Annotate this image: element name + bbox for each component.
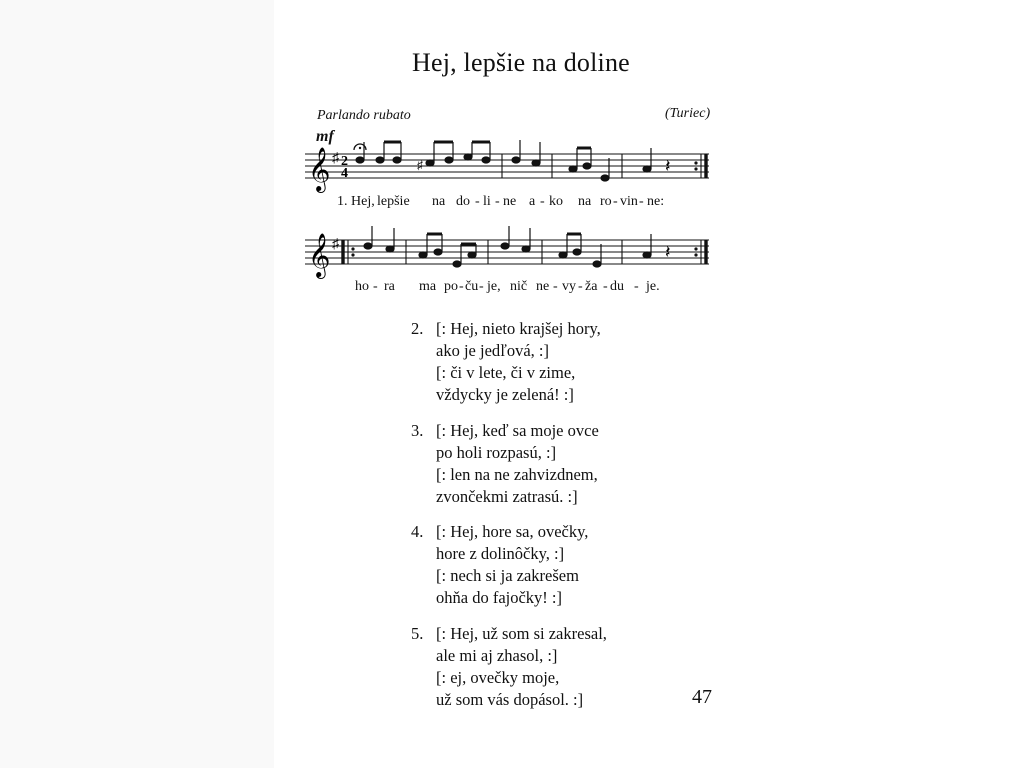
- lyric-hyphen: -: [373, 279, 378, 294]
- verse-line: ale mi aj zhasol, :]: [436, 646, 558, 665]
- lyric-hyphen: -: [475, 194, 480, 209]
- page-number: 47: [692, 686, 712, 708]
- lyric-syllable: ne: [536, 279, 550, 294]
- lyric-syllable: vin: [620, 194, 638, 209]
- svg-text:2: 2: [341, 154, 348, 169]
- verse-line: [: nech si ja zakrešem: [436, 566, 579, 585]
- lyric-hyphen: -: [613, 194, 618, 209]
- verse-line: po holi rozpasú, :]: [436, 443, 557, 462]
- key-signature-sharp: ♯: [332, 237, 339, 252]
- verse-4: [411, 521, 588, 609]
- lyric-syllable: vy: [562, 279, 576, 294]
- verse-line: [: či v lete, či v zime,: [436, 363, 576, 382]
- lyric-hyphen: -: [540, 194, 545, 209]
- lyric-syllable: nič: [510, 279, 528, 294]
- lyric-hyphen: -: [479, 279, 484, 294]
- lyric-hyphen: -: [553, 279, 558, 294]
- dynamic-marking: mf: [316, 128, 334, 145]
- verse-line: [: Hej, už som si zakresal,: [436, 624, 607, 643]
- lyric-syllable: ma: [419, 279, 437, 294]
- treble-clef-icon: 𝄞: [308, 147, 331, 191]
- lyric-syllable: ko: [549, 194, 563, 209]
- verse-number: 3.: [411, 421, 424, 440]
- verse-line: [: Hej, nieto krajšej hory,: [436, 319, 601, 338]
- lyric-syllable: ra: [384, 279, 395, 294]
- lyric-syllable: ču: [465, 279, 479, 294]
- treble-clef-icon: 𝄞: [308, 233, 331, 277]
- lyric-syllable: du: [610, 279, 624, 294]
- region-label: (Turiec): [665, 106, 711, 121]
- verse-line: ohňa do fajočky! :]: [436, 588, 562, 607]
- verse-line: [: len na ne zahvizdnem,: [436, 465, 598, 484]
- lyric-syllable: po: [444, 279, 458, 294]
- lyric-syllable: do: [456, 194, 470, 209]
- key-signature-sharp: ♯: [332, 151, 339, 166]
- verse-line: ako je jedľová, :]: [436, 341, 549, 360]
- verse-number: 4.: [411, 522, 424, 541]
- lyric-syllable: na: [432, 194, 446, 209]
- rest-icon: 𝄽: [665, 242, 671, 262]
- music-staff-2: [305, 228, 715, 278]
- left-margin: [0, 0, 274, 768]
- lyric-hyphen: -: [578, 279, 583, 294]
- svg-text:♯: ♯: [417, 158, 423, 172]
- lyric-hyphen: -: [495, 194, 500, 209]
- verse-line: hore z dolinôčky, :]: [436, 544, 565, 563]
- music-staff-1: [305, 142, 715, 192]
- lyric-hyphen: -: [634, 279, 639, 294]
- lyric-syllable: ro: [600, 194, 612, 209]
- lyric-syllable: a: [529, 194, 536, 209]
- verse-line: [: Hej, keď sa moje ovce: [436, 421, 599, 440]
- lyric-hyphen: -: [639, 194, 644, 209]
- verse-line: [: ej, ovečky moje,: [436, 668, 560, 687]
- verse-5: [411, 623, 607, 711]
- verse-number: 2.: [411, 319, 424, 338]
- lyric-syllable: lepšie: [377, 194, 410, 209]
- song-title: Hej, lepšie na doline: [412, 48, 630, 77]
- verse-line: [: Hej, hore sa, ovečky,: [436, 522, 589, 541]
- verse-line: už som vás dopásol. :]: [436, 690, 584, 709]
- lyric-syllable: je.: [646, 279, 660, 294]
- verse-line: vždycky je zelená! :]: [436, 385, 574, 404]
- verse-2: [411, 318, 601, 406]
- lyric-syllable: je,: [487, 279, 501, 294]
- lyric-syllable: ža: [585, 279, 598, 294]
- lyric-syllable: li: [483, 194, 491, 209]
- verse-3: [411, 420, 599, 508]
- lyric-syllable: 1. Hej,: [337, 194, 375, 209]
- tempo-marking: Parlando rubato: [317, 108, 411, 123]
- rest-icon: 𝄽: [665, 156, 671, 176]
- lyric-hyphen: -: [459, 279, 464, 294]
- lyric-hyphen: -: [603, 279, 608, 294]
- verse-line: zvončekmi zatrasú. :]: [436, 487, 578, 506]
- lyric-syllable: na: [578, 194, 592, 209]
- lyric-syllable: ho: [355, 279, 369, 294]
- lyric-syllable: ne:: [647, 194, 665, 209]
- verse-number: 5.: [411, 624, 424, 643]
- lyric-syllable: ne: [503, 194, 517, 209]
- svg-text:4: 4: [341, 166, 348, 181]
